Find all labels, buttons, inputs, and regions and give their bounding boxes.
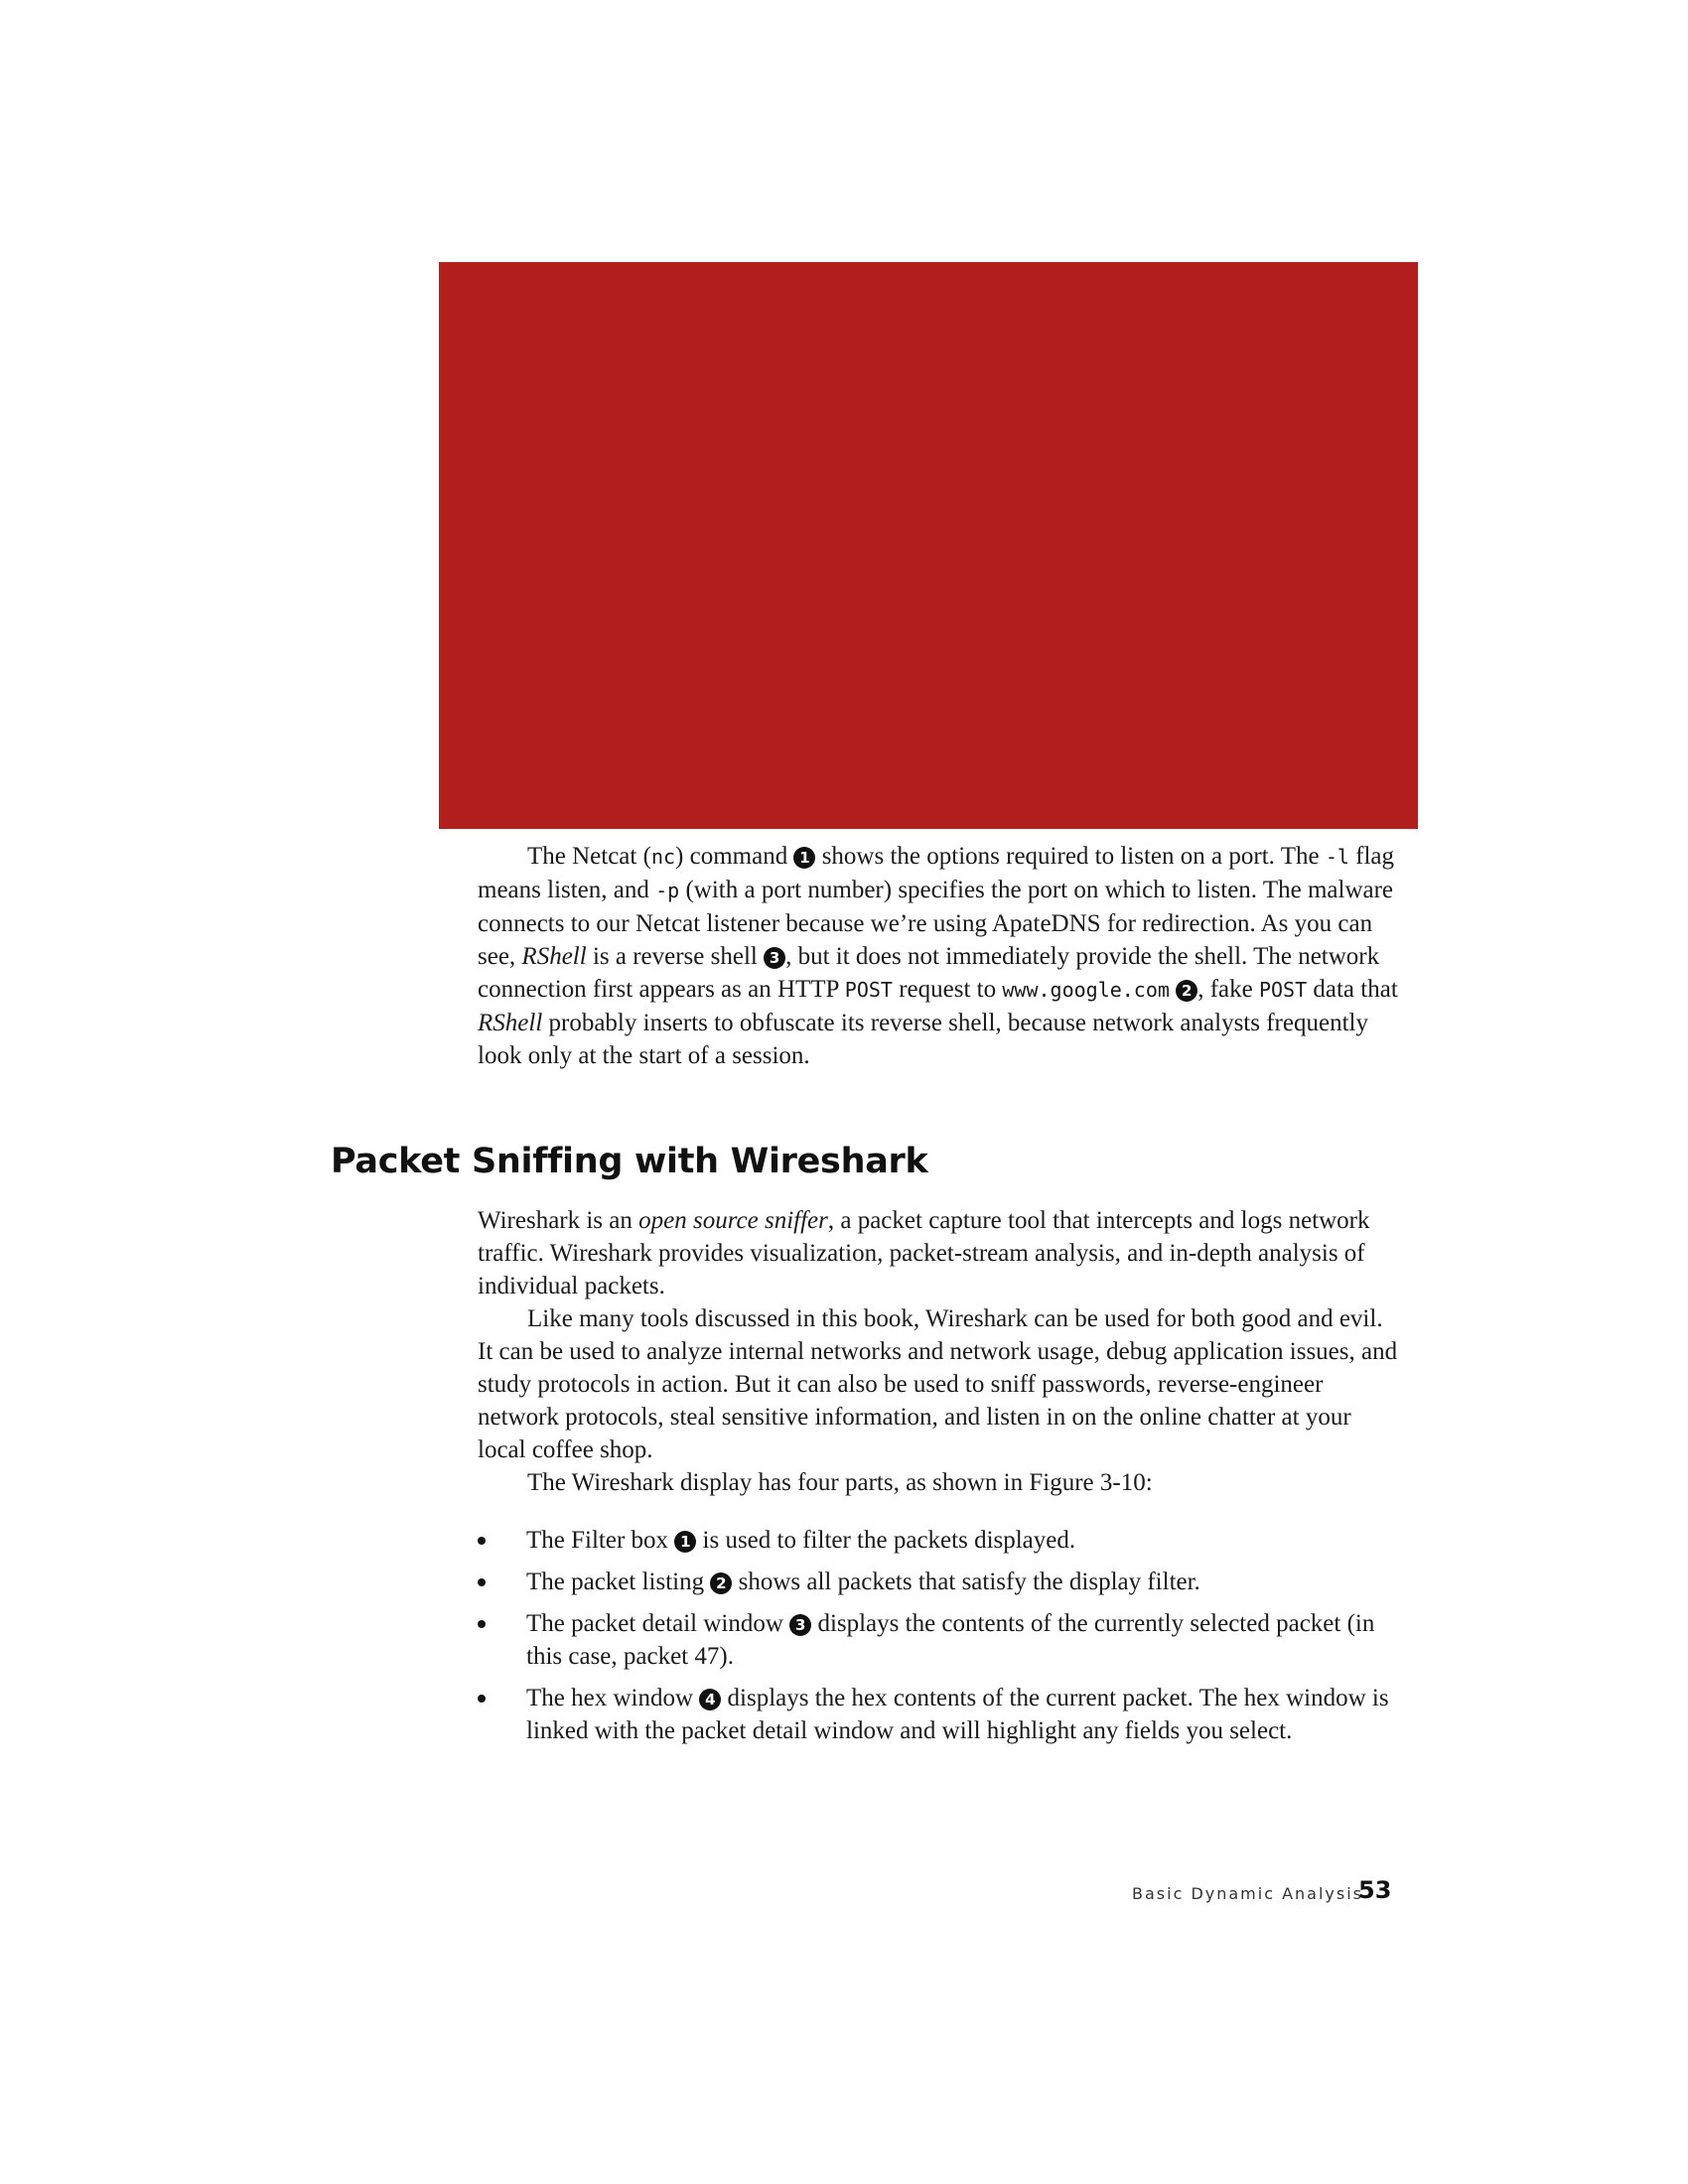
callout-marker-1: 1	[793, 847, 815, 869]
text-run: The Filter box	[526, 1527, 675, 1554]
callout-marker-2: 2	[1176, 980, 1197, 1002]
text-run: shows all packets that satisfy the display filter.	[732, 1569, 1200, 1595]
text-run: , but it does not immediately provide the shell. The network connection first appears as an HTTP	[478, 943, 1380, 1003]
section-heading: Packet Sniffing with Wireshark	[331, 1142, 928, 1181]
list-item	[478, 1566, 1401, 1598]
italic-rshell: RShell	[478, 1010, 543, 1036]
figure-image	[439, 262, 1418, 829]
text-run: Wireshark is an	[478, 1207, 639, 1234]
code-post: POST	[844, 978, 893, 1002]
callout-marker-3: 3	[764, 947, 785, 969]
bullet-dot	[478, 1578, 486, 1586]
text-run: is a reverse shell	[586, 943, 765, 970]
text-run: ) command	[675, 843, 794, 870]
italic-rshell: RShell	[521, 943, 587, 970]
text-run: The Netcat (	[527, 843, 651, 870]
list-item	[478, 1607, 1401, 1673]
text-run: displays the hex contents of the current packet. The hex window is linked with the packet detail window and will highlight any fields you select.	[526, 1685, 1389, 1744]
bullet-dot	[478, 1537, 486, 1545]
text-run: The hex window	[526, 1685, 700, 1711]
text-run: is used to filter the packets displayed.	[696, 1527, 1076, 1554]
callout-marker-2: 2	[710, 1572, 732, 1594]
text-run: shows the options required to listen on a port. The	[815, 843, 1326, 870]
running-footer-title: Basic Dynamic Analysis	[1132, 1884, 1364, 1903]
italic-term: open source sniffer	[638, 1207, 828, 1234]
text-run: The packet detail window	[526, 1610, 790, 1637]
paragraph	[478, 840, 1401, 1072]
list-item	[478, 1524, 1401, 1557]
text-run: probably inserts to obfuscate its reverse shell, because network analysts frequently look only at the start of a session.	[478, 1010, 1368, 1069]
callout-marker-4: 4	[699, 1689, 721, 1710]
netcat-paragraph	[478, 840, 1401, 1072]
good-and-evil-paragraph: Like many tools discussed in this book, Wireshark can be used for both good and evil. It can be used to analyze internal networks and network usage, debug application issues, and study protocols in action. But it can also be used to sniff passwords, reverse-engineer network protocols, steal sensitive information, and listen in on the online chatter at your local coffee shop.	[478, 1305, 1398, 1463]
callout-marker-3: 3	[789, 1614, 811, 1636]
list-item	[478, 1682, 1401, 1747]
text-run: The packet listing	[526, 1569, 711, 1595]
text-run: displays the contents of the currently selected packet (in this case, packet 47).	[526, 1610, 1375, 1670]
text-run: request to	[892, 976, 1003, 1003]
text-run: data that	[1307, 976, 1398, 1003]
wireshark-section-body	[478, 1204, 1401, 1499]
bullet-dot	[478, 1620, 486, 1628]
text-run: , fake	[1197, 976, 1259, 1003]
intro-paragraph	[478, 1204, 1401, 1302]
text-run: flag means listen, and	[478, 843, 1395, 903]
code-url: www.google.com	[1002, 978, 1170, 1002]
code-p-flag: -p	[655, 879, 680, 902]
bullet-dot	[478, 1695, 486, 1703]
text-run: (with a port number) specifies the port on which to listen. The malware connects to our Netcat listener because we’re using ApateDNS for redirection. As you can see,	[478, 877, 1394, 970]
display-parts-paragraph: The Wireshark display has four parts, as shown in Figure 3-10:	[527, 1469, 1153, 1496]
code-l-flag: -l	[1325, 845, 1349, 869]
page-number: 53	[1358, 1876, 1392, 1904]
display-parts-list	[478, 1524, 1401, 1756]
code-post: POST	[1258, 978, 1308, 1002]
code-nc: nc	[650, 845, 676, 869]
callout-marker-1: 1	[674, 1531, 696, 1553]
text-run: , a packet capture tool that intercepts and logs network traffic. Wireshark provides visualization, packet-stream analysis, and in-depth analysis of individual packets.	[478, 1207, 1370, 1299]
